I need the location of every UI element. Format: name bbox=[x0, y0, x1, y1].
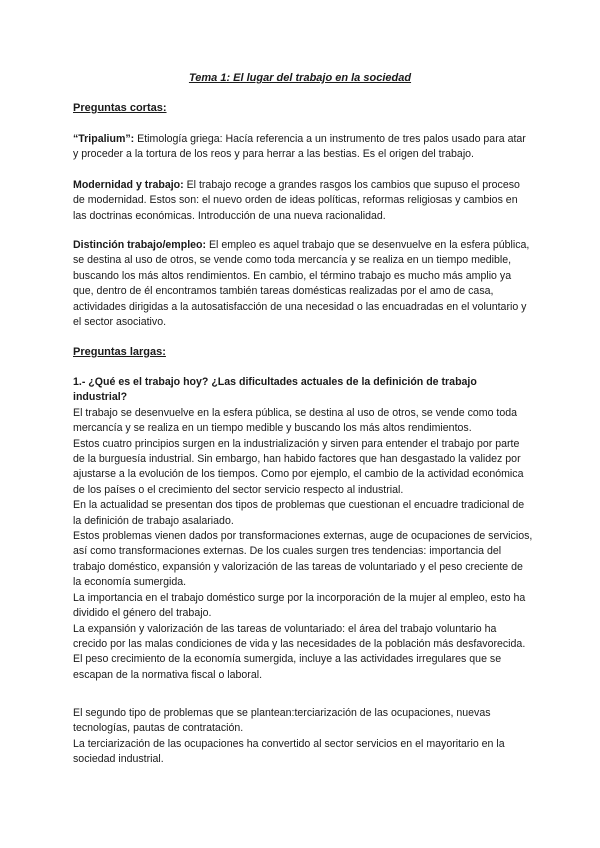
short-item-distincion bbox=[73, 238, 533, 330]
long-heading-text: Preguntas largas: bbox=[73, 346, 166, 358]
short-item-tripalium bbox=[73, 132, 533, 163]
short-item-term: “Tripalium”: bbox=[73, 133, 135, 145]
long-paragraph: El trabajo se desenvuelve en la esfera pública, se destina al uso de otros, se vende como toda mercancía y se realiza en un tiempo medible y buscando los más altos rendimientos. bbox=[73, 406, 518, 435]
long-paragraph: Estos cuatro principios surgen en la industrialización y sirven para entender el trabajo por parte de la burguesía industrial. Sin embargo, han habido factores que han desgastado la validez por ajustarse a la evolución de los tiempos. Como por ejemplo, el cambio de la actividad económica de los países o el crecimiento del sector servicio respecto al industrial. bbox=[73, 437, 524, 496]
short-item-term: Modernidad y trabajo: bbox=[73, 179, 184, 191]
long-paragraph: El peso crecimiento de la economía sumergida, incluye a las actividades irregulares que se escapan de la normativa fiscal o laboral. bbox=[73, 653, 502, 681]
short-item-text: Etimología griega: Hacía referencia a un instrumento de tres palos usado para atar y proceder a la tortura de los reos y para herrar a las bestias. Es el origen del trabajo. bbox=[73, 133, 526, 161]
long-question-section bbox=[73, 375, 533, 683]
long-paragraph: En la actualidad se presentan dos tipos de problemas que cuestionan el encuadre tradicional de la definición de trabajo asalariado. bbox=[73, 499, 525, 527]
short-item-text: El trabajo recoge a grandes rasgos los cambios que supuso el proceso de modernidad. Estos son: el nuevo orden de ideas políticas, reformas religiosas y cambios en las doctrinas económicas. Introducción de una nueva racionalidad. bbox=[73, 179, 520, 222]
document-title: Tema 1: El lugar del trabajo en la sociedad bbox=[188, 72, 412, 84]
long-paragraph: La importancia en el trabajo doméstico surge por la incorporación de la mujer al empleo, esto ha dividido el género del trabajo. bbox=[73, 591, 526, 620]
long-paragraph: La expansión y valorización de las tareas de voluntariado: el área del trabajo voluntario ha crecido por las malas condiciones de vida y las necesidades de la población más desfavorecida. bbox=[73, 622, 526, 650]
closing-paragraph: La terciarización de las ocupaciones ha convertido al sector servicios en el mayoritario en la sociedad industrial. bbox=[73, 737, 505, 766]
long-questions-heading bbox=[73, 345, 533, 360]
short-questions-heading bbox=[73, 101, 533, 116]
long-paragraph: Estos problemas vienen dados por transformaciones externas, auge de ocupaciones de servicios, así como transformaciones externas. De los cuales surgen tres tendencias: importancia del trabajo doméstico, expansión y valorización de las tareas de voluntariado y el peso creciente de la economía sumergida. bbox=[73, 530, 533, 589]
closing-paragraph: El segundo tipo de problemas que se plantean:terciarización de las ocupaciones, nuevas tecnologías, pautas de contratación. bbox=[73, 707, 491, 735]
short-item-term: Distinción trabajo/empleo: bbox=[73, 239, 207, 251]
short-heading-text: Preguntas cortas: bbox=[73, 102, 167, 114]
long-question-title: 1.- ¿Qué es el trabajo hoy? ¿Las dificultades actuales de la definición de trabajo industrial? bbox=[73, 376, 477, 404]
short-item-paragraph bbox=[73, 178, 533, 224]
closing-section bbox=[73, 706, 533, 768]
short-item-modernidad bbox=[73, 178, 533, 224]
short-item-paragraph bbox=[73, 132, 533, 163]
short-item-paragraph bbox=[73, 238, 533, 330]
short-item-text: El empleo es aquel trabajo que se desenvuelve en la esfera pública, se destina al uso de otros, se vende como toda mercancía y se realiza en un tiempo medible, buscando los más altos rendimientos. En cambio, el término trabajo es mucho más amplio ya que, dentro de él encontramos también tareas domésticas realizadas por el amo de casa, actividades dirigidas a la autosatisfacción de una necesidad o las encuadradas en el voluntario y el sector asociativo. bbox=[73, 239, 530, 329]
